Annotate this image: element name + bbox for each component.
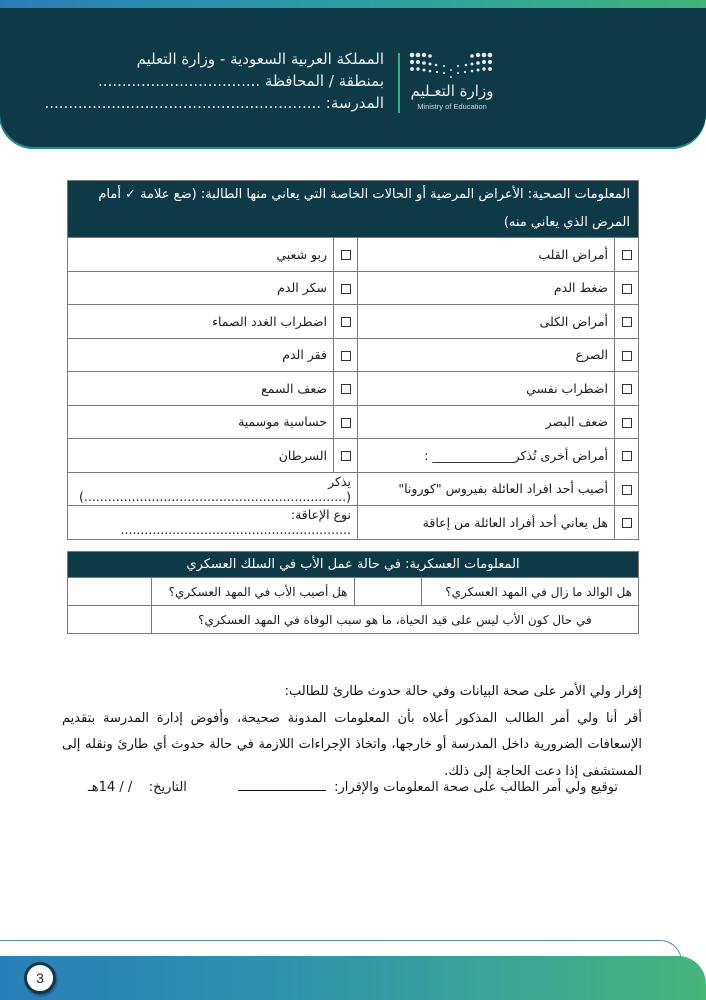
- condition-label: اضطراب نفسي: [358, 372, 615, 406]
- table-row: [68, 372, 639, 406]
- logo-dots-icon: [408, 52, 494, 80]
- condition-label: السرطان: [68, 439, 334, 473]
- guardian-declaration: [62, 679, 642, 785]
- signature-field[interactable]: [238, 790, 326, 791]
- table-row: [68, 271, 639, 305]
- condition-label: اضطراب الغدد الصماء: [68, 305, 334, 339]
- header-kingdom-ministry: المملكة العربية السعودية - وزارة التعليم: [136, 50, 384, 68]
- father-injured-question: هل أصيب الأب في المهد العسكري؟: [151, 578, 354, 606]
- condition-label: ضغط الدم: [358, 271, 615, 305]
- military-info-table: [67, 551, 639, 634]
- header-school: المدرسة: ..........................................................: [44, 94, 384, 112]
- declaration-title: إقرار ولي الأمر على صحة البيانات وفي حالة حدوث طارئ للطالب:: [284, 684, 642, 699]
- father-injured-answer[interactable]: [68, 578, 152, 606]
- logo-english-text: Ministry of Education: [417, 102, 487, 111]
- date-label: التاريخ:: [148, 780, 187, 795]
- death-cause-question: في حال كون الأب ليس على قيد الحياة، ما هو سبب الوفاة في المهد العسكري؟: [151, 606, 638, 634]
- health-info-table: [67, 180, 639, 540]
- military-table-header: المعلومات العسكرية: في حالة عمل الأب في السلك العسكري: [68, 552, 639, 578]
- condition-label: أمراض الكلى: [358, 305, 615, 339]
- checkbox[interactable]: [341, 284, 351, 294]
- table-row: [68, 405, 639, 439]
- checkbox[interactable]: [341, 418, 351, 428]
- checkbox[interactable]: [622, 518, 632, 528]
- declaration-body: أقر أنا ولي أمر الطالب المذكور أعلاه بأن المعلومات المدونة صحيحة، وأفوض إدارة المدرسة بتقديم الإسعافات الضرورية داخل المدرسة أو خارجها، واتخاذ الإجراءات اللازمة في حالة حدوث أي طارئ ونقله إلى المستشفى إذا دعت الحاجة إلى ذلك.: [62, 710, 642, 779]
- condition-label: ضعف السمع: [68, 372, 334, 406]
- condition-label: فقر الدم: [68, 338, 334, 372]
- header-divider: [398, 53, 400, 113]
- checkbox[interactable]: [622, 451, 632, 461]
- date-value[interactable]: / / 14هـ: [88, 780, 133, 795]
- table-row: [68, 578, 639, 606]
- table-row: [68, 439, 639, 473]
- checkbox[interactable]: [341, 384, 351, 394]
- condition-label: سكر الدم: [68, 271, 334, 305]
- date-line: [88, 780, 187, 795]
- checkbox[interactable]: [622, 317, 632, 327]
- checkbox[interactable]: [341, 250, 351, 260]
- checkbox[interactable]: [622, 418, 632, 428]
- checkbox[interactable]: [622, 250, 632, 260]
- checkbox[interactable]: [622, 384, 632, 394]
- father-still-serving-question: هل الوالد ما زال في المهد العسكري؟: [422, 578, 639, 606]
- corona-question: أصيب أحد افراد العائلة بفيروس "كورونا": [358, 472, 615, 506]
- table-row: [68, 606, 639, 634]
- checkbox[interactable]: [341, 451, 351, 461]
- header-region: بمنطقة / المحافظة ..................................: [98, 72, 384, 90]
- table-row: [68, 472, 639, 506]
- father-still-serving-answer[interactable]: [354, 578, 422, 606]
- ministry-logo: [406, 50, 496, 114]
- condition-label: الصرع: [358, 338, 615, 372]
- disability-question: هل يعاني أحد أفراد العائلة من إعاقة: [358, 506, 615, 540]
- condition-label: ضعف البصر: [358, 405, 615, 439]
- table-row: [68, 305, 639, 339]
- table-row: [68, 338, 639, 372]
- signature-label: توقيع ولي أمر الطالب على صحة المعلومات والإقرار:: [334, 780, 618, 795]
- corona-answer-field[interactable]: يذكر (..................................................................): [68, 472, 358, 506]
- condition-label: أمراض القلب: [358, 238, 615, 272]
- death-cause-answer[interactable]: [68, 606, 152, 634]
- checkbox[interactable]: [341, 351, 351, 361]
- page-number: 3: [24, 962, 56, 994]
- health-table-header: المعلومات الصحية: الأعراض المرضية أو الحالات الخاصة التي يعاني منها الطالبة: (ضع علامة ✓ أمام المرض الذي يعاني منه): [68, 181, 639, 238]
- header-text: [44, 48, 384, 114]
- checkbox[interactable]: [341, 317, 351, 327]
- page-header: [0, 8, 706, 147]
- signature-line: [238, 780, 618, 795]
- condition-label: ربو شعبي: [68, 238, 334, 272]
- condition-label: أمراض أخرى تُذكر_____________ :: [358, 439, 615, 473]
- logo-arabic-text: وزارة التعـليم: [410, 82, 494, 100]
- table-row: [68, 506, 639, 540]
- checkbox[interactable]: [622, 485, 632, 495]
- checkbox[interactable]: [622, 351, 632, 361]
- table-row: [68, 238, 639, 272]
- condition-label: حساسية موسمية: [68, 405, 334, 439]
- disability-type-field[interactable]: نوع الإعاقة: ..........................................................: [68, 506, 358, 540]
- footer-gradient-bar: [0, 956, 706, 1000]
- checkbox[interactable]: [622, 284, 632, 294]
